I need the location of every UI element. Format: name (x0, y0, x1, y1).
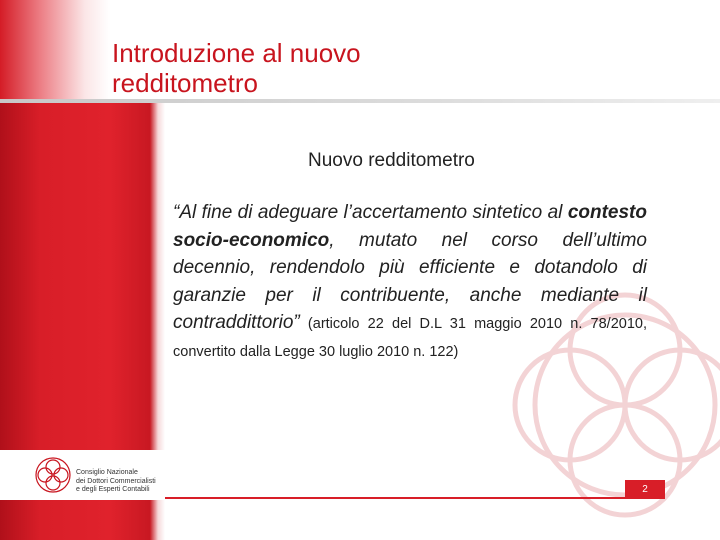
quote-open-mark: “ (173, 202, 180, 223)
quote-text-start: Al fine di adeguare l’accertamento sintetico al (179, 202, 568, 223)
slide-subtitle: Nuovo redditometro (308, 150, 475, 171)
quote-paragraph (173, 199, 647, 364)
cndcec-logo-icon (33, 455, 73, 495)
logo-text: Consiglio Nazionale dei Dottori Commercialisti e degli Esperti Contabili (76, 469, 156, 493)
footer-line (165, 497, 665, 499)
quote-emphasis: contesto socio-economico (173, 202, 647, 251)
slide-title: Introduzione al nuovo redditometro (112, 38, 361, 98)
page-number-badge: 2 (625, 480, 665, 499)
header-divider (0, 99, 720, 103)
quote-citation: (articolo 22 del D.L 31 maggio 2010 n. 78/2010, convertito dalla Legge 30 luglio 2010 n. 122) (173, 316, 647, 360)
quote-text-end: , mutato nel corso dell’ultimo decennio, rendendolo più efficiente e dotandolo di garanzie per il contribuente, anche mediante il contraddittorio (173, 229, 647, 333)
quote-close-mark: ” (293, 312, 300, 333)
